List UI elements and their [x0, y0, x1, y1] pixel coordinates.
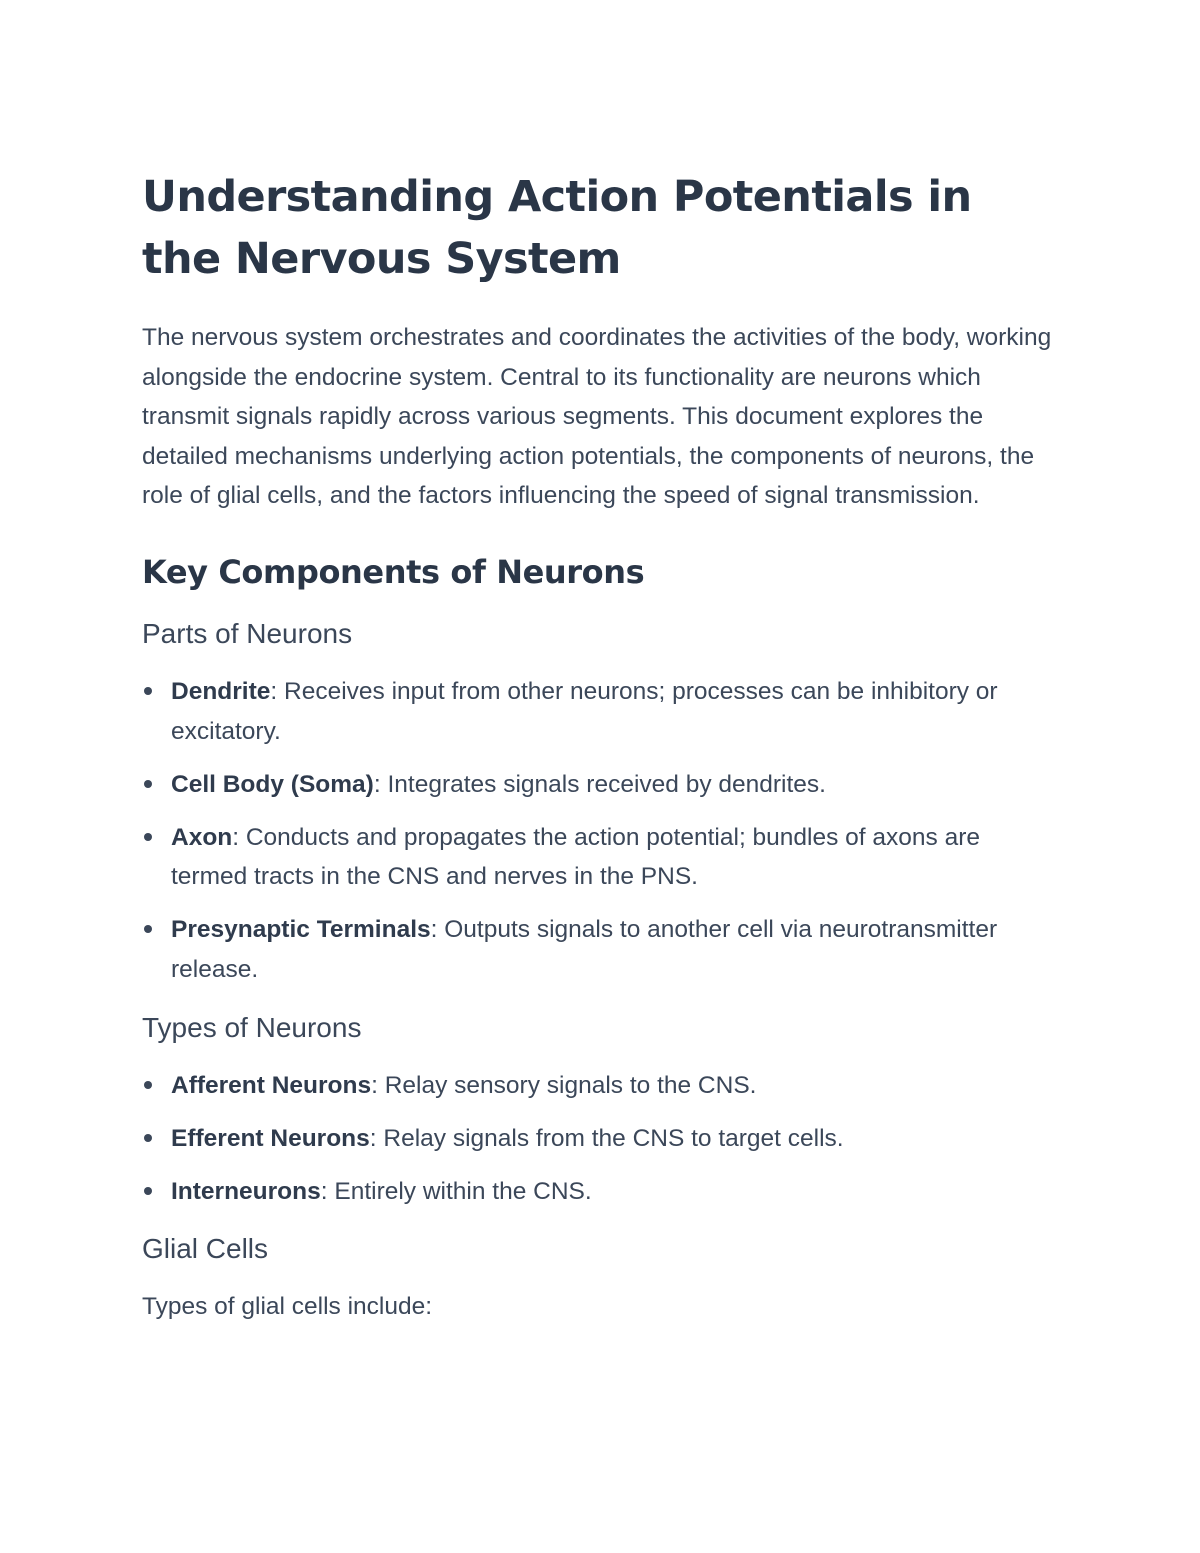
list-item-term: Cell Body (Soma) — [171, 770, 374, 798]
bullet-icon — [144, 1081, 152, 1089]
bullet-icon — [144, 1187, 152, 1195]
list-item-desc: : Relay signals from the CNS to target cells. — [369, 1124, 844, 1152]
list-item-desc: : Outputs signals to another cell via neurotransmitter release. — [171, 916, 998, 984]
bullet-icon — [144, 925, 152, 933]
list-item — [142, 1172, 1058, 1212]
list-item — [142, 910, 1058, 989]
bullet-icon — [144, 1134, 152, 1142]
list-item — [142, 818, 1058, 897]
subheading-parts-of-neurons: Parts of Neurons — [142, 617, 353, 649]
parts-of-neurons-list — [142, 672, 1058, 990]
list-item-desc: : Entirely within the CNS. — [320, 1177, 592, 1205]
list-item-desc: : Relay sensory signals to the CNS. — [371, 1071, 757, 1099]
list-item — [142, 1119, 1058, 1159]
types-of-neurons-list — [142, 1066, 1058, 1212]
list-item — [142, 765, 1058, 805]
section-heading-key-components: Key Components of Neurons — [142, 552, 645, 591]
list-item-term: Presynaptic Terminals — [171, 916, 431, 944]
intro-paragraph: The nervous system orchestrates and coordinates the activities of the body, working alongside the endocrine system. Central to its functionality are neurons which transmit signals rapidly across various segments. This document explores the detailed mechanisms underlying action potentials, the components of neurons, the role of glial cells, and the factors influencing the speed of signal transmission. — [142, 324, 1052, 510]
bullet-icon — [144, 833, 152, 841]
list-item — [142, 1066, 1058, 1106]
glial-cells-intro: Types of glial cells include: — [142, 1293, 433, 1321]
list-item-term: Dendrite — [171, 677, 271, 705]
list-item-term: Afferent Neurons — [171, 1071, 372, 1099]
list-item-desc: : Conducts and propagates the action potential; bundles of axons are termed tracts in the CNS and nerves in the PNS. — [171, 823, 981, 891]
document-page — [142, 166, 1058, 1327]
list-item-term: Axon — [171, 823, 233, 851]
subheading-glial-cells: Glial Cells — [142, 1233, 269, 1265]
list-item-term: Interneurons — [171, 1177, 321, 1205]
document-title: Understanding Action Potentials in the Nervous System — [142, 172, 972, 284]
bullet-icon — [144, 780, 152, 788]
list-item-term: Efferent Neurons — [171, 1124, 370, 1152]
list-item-desc: : Integrates signals received by dendrites. — [373, 770, 826, 798]
list-item — [142, 672, 1058, 751]
list-item-desc: : Receives input from other neurons; processes can be inhibitory or excitatory. — [171, 677, 998, 745]
subheading-types-of-neurons: Types of Neurons — [142, 1011, 362, 1043]
bullet-icon — [144, 687, 152, 695]
